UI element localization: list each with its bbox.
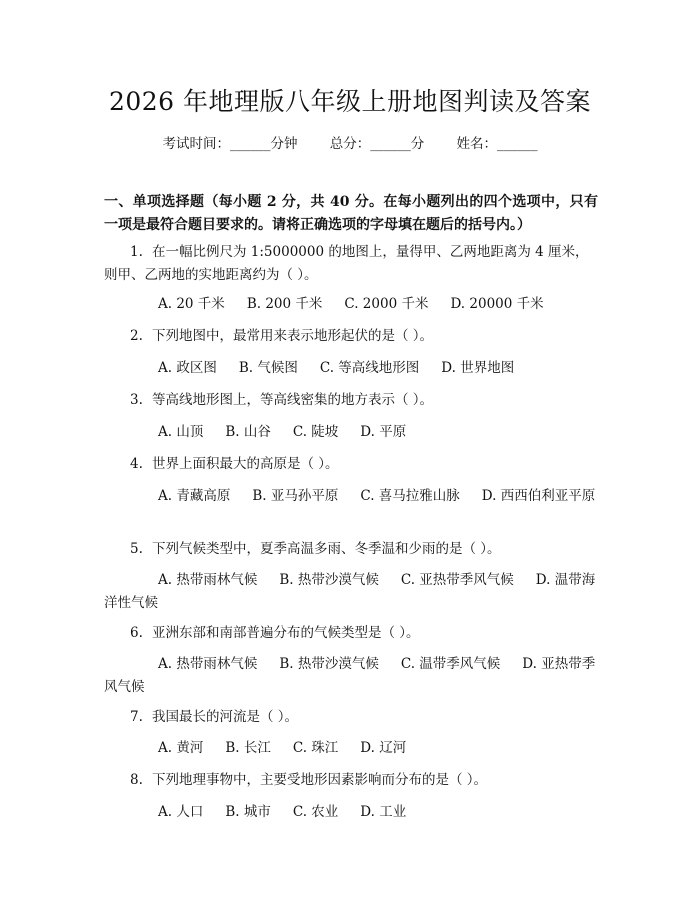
option-c: C. 农业 xyxy=(292,804,339,820)
option-d: D. 西西伯利亚平原 xyxy=(481,488,596,504)
option-d: D. 温带海洋性气候 xyxy=(104,572,596,611)
question-stem: 下列气候类型中，夏季高温多雨、冬季温和少雨的是（ ）。 xyxy=(152,541,501,557)
option-c: C. 2000 千米 xyxy=(344,296,429,312)
question-number: 5. xyxy=(130,541,143,557)
section-heading: 一、单项选择题（每小题 2 分，共 40 分。在每小题列出的四个选项中，只有一项是最符合题目要求的。请将正确选项的字母填在题后的括号内。） xyxy=(104,194,598,233)
option-b: B. 热带沙漠气候 xyxy=(279,572,379,588)
option-d: D. 世界地图 xyxy=(441,360,515,376)
option-d: D. 平原 xyxy=(360,424,407,440)
option-c: C. 等高线地形图 xyxy=(319,360,420,376)
option-a: A. 热带雨林气候 xyxy=(158,572,258,588)
question-3 xyxy=(104,389,598,412)
question-2-options xyxy=(104,357,598,380)
question-8-options xyxy=(104,801,598,824)
question-number: 7. xyxy=(130,709,143,725)
option-b: B. 山谷 xyxy=(225,424,271,440)
option-b: B. 长江 xyxy=(225,740,271,756)
option-a: A. 山顶 xyxy=(158,424,204,440)
student-name-field: 姓名：______ xyxy=(456,136,538,152)
question-number: 3. xyxy=(130,392,143,408)
question-number: 4. xyxy=(130,456,143,472)
option-d: D. 亚热带季风气候 xyxy=(104,656,596,695)
question-4 xyxy=(104,453,598,476)
exam-meta xyxy=(0,132,700,152)
question-7 xyxy=(104,706,598,729)
option-a: A. 青藏高原 xyxy=(158,488,231,504)
option-a: A. 热带雨林气候 xyxy=(158,656,258,672)
question-6-options xyxy=(104,653,598,699)
question-stem: 我国最长的河流是（ ）。 xyxy=(152,709,299,725)
option-b: B. 热带沙漠气候 xyxy=(279,656,379,672)
question-2 xyxy=(104,325,598,348)
question-7-options xyxy=(104,737,598,760)
question-6 xyxy=(104,622,598,645)
option-c: C. 珠江 xyxy=(292,740,339,756)
question-1-options xyxy=(104,293,598,316)
question-number: 6. xyxy=(130,625,143,641)
question-4-options xyxy=(104,485,598,508)
question-3-options xyxy=(104,421,598,444)
question-5 xyxy=(104,538,598,561)
option-b: B. 城市 xyxy=(225,804,271,820)
option-d: D. 工业 xyxy=(360,804,407,820)
option-d: D. 20000 千米 xyxy=(450,296,544,312)
option-c: C. 温带季风气候 xyxy=(400,656,501,672)
question-number: 2. xyxy=(130,328,143,344)
question-number: 8. xyxy=(130,772,143,788)
question-stem: 下列地理事物中，主要受地形因素影响而分布的是（ ）。 xyxy=(152,772,488,788)
option-a: A. 黄河 xyxy=(158,740,204,756)
exam-time-field: 考试时间：______分钟 xyxy=(162,136,298,152)
question-stem: 在一幅比例尺为 1:5000000 的地图上，量得甲、乙两地距离为 4 厘米，则甲、乙两地的实地距离约为（ ）。 xyxy=(104,244,589,283)
question-8 xyxy=(104,769,598,792)
option-a: A. 20 千米 xyxy=(158,296,225,312)
question-1 xyxy=(104,241,598,287)
option-d: D. 辽河 xyxy=(360,740,407,756)
option-a: A. 人口 xyxy=(158,804,204,820)
question-stem: 亚洲东部和南部普遍分布的气候类型是（ ）。 xyxy=(152,625,420,641)
question-number: 1. xyxy=(130,244,143,260)
question-stem: 世界上面积最大的高原是（ ）。 xyxy=(152,456,339,472)
page-title: 2026 年地理版八年级上册地图判读及答案 xyxy=(108,87,592,116)
question-stem: 下列地图中，最常用来表示地形起伏的是（ ）。 xyxy=(152,328,434,344)
option-b: B. 亚马孙平原 xyxy=(252,488,339,504)
total-score-field: 总分：______分 xyxy=(329,136,425,152)
option-b: B. 气候图 xyxy=(238,360,298,376)
option-c: C. 陡坡 xyxy=(292,424,339,440)
option-c: C. 喜马拉雅山脉 xyxy=(360,488,460,504)
question-stem: 等高线地形图上，等高线密集的地方表示（ ）。 xyxy=(152,392,434,408)
question-5-options xyxy=(104,569,598,615)
option-b: B. 200 千米 xyxy=(246,296,323,312)
option-c: C. 亚热带季风气候 xyxy=(400,572,514,588)
option-a: A. 政区图 xyxy=(158,360,217,376)
